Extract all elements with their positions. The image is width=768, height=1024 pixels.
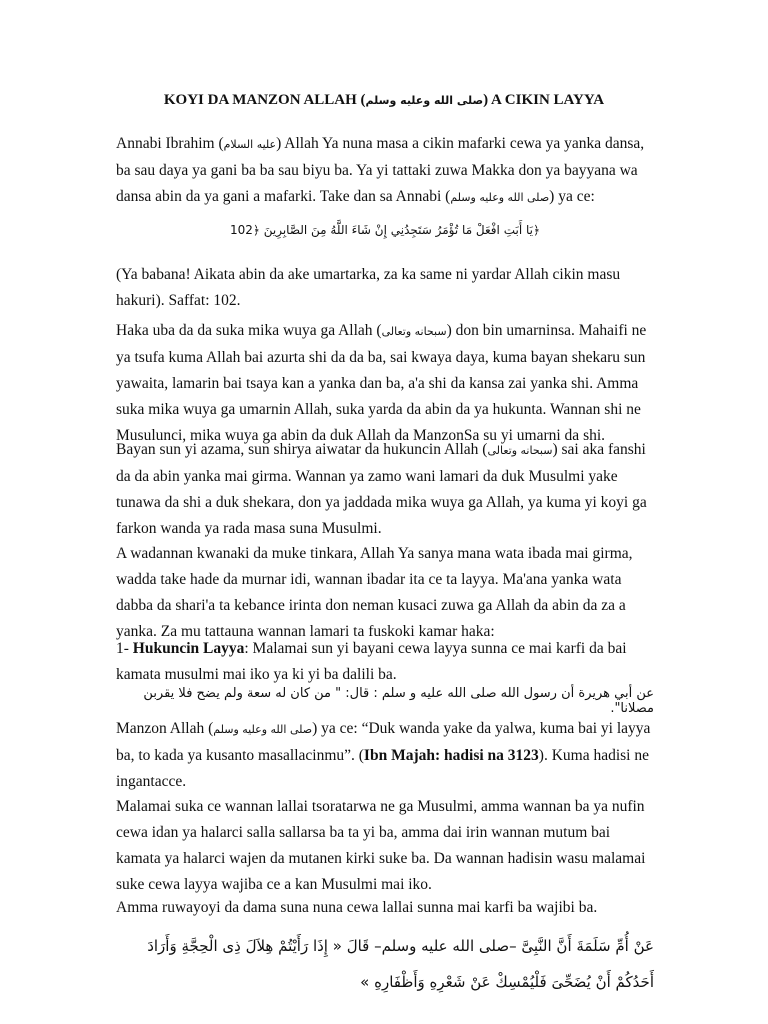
paragraph-hadith-translation: Manzon Allah (صلى الله وعليه وسلم) ya ce: “Duk wanda yake da yalwa, kuma bai yi layya ba, to kada ya kusanto masallacinmu”. (Ibn Majah: hadisi na 3123). Kuma hadisi ne ingantacce. xyxy=(116,720,651,790)
paragraph-hukuncin-layya: 1- Hukuncin Layya: Malamai sun yi bayani cewa layya sunna ce mai karfi da bai kamata musulmi mai iko ya ki yi ba dalili ba. xyxy=(116,640,627,683)
title-text-end: ) A CIKIN LAYYA xyxy=(483,92,605,108)
paragraph-scholars: Malamai suka ce wannan lallai tsoratarwa ne ga Musulmi, amma wannan ba ya nufin cewa idan ya halarci salla sallarsa ba ta yi ba, amma dai irin wannan mutum bai kamata ya halarci wajen da mutanen kirki suke ba. Da wannan hadisin wasu malamai suke cewa layya wajiba ce a kan Musulmi mai iko. xyxy=(116,798,646,893)
hadith-reference: Ibn Majah: hadisi na 3123 xyxy=(363,747,539,764)
hadith-arabic-umm-salamah: عَنْ أُمِّ سَلَمَةَ أَنَّ النَّبِىَّ –صلى الله عليه وسلم– قَالَ « إِذَا رَأَيْتُمْ هِلاَلَ ذِى الْحِجَّةِ وَأَرَادَ أَحَدُكُمْ أَنْ يُضَحِّىَ فَلْيُمْسِكْ عَنْ شَعْرِهِ وَأَظْفَارِهِ » xyxy=(147,937,654,991)
section-heading: Hukuncin Layya xyxy=(132,640,245,657)
title-text: KOYI DA MANZON ALLAH ( xyxy=(163,92,366,108)
arabic-honorific: عليه السلام xyxy=(223,138,277,151)
paragraph-translation: (Ya babana! Aikata abin da ake umartarka, za ka same ni yardar Allah cikin masu hakuri). Saffat: 102. xyxy=(116,266,621,309)
paragraph-submission: Haka uba da da suka mika wuya ga Allah (سبحانه وتعالى) don bin umarninsa. Mahaifi ne ya tsufa kuma Allah bai azurta shi da da ba, sai kwaya daya, kuma bayan shekaru sun yawaita, lamarin bai tsaya kan a yanka dan ba, a'a shi da kansa zai yanka shi. Amma suka mika wuya ga umarnin Allah, suka yarda da abin da ya hukunta. Wannan shi ne Musulunci, mika wuya ga abin da duk Allah da ManzonSa su yi umarni da shi. xyxy=(116,322,647,444)
paragraph-narrations: Amma ruwayoyi da dama suna nuna cewa lallai sunna mai karfi ba wajibi ba. xyxy=(116,899,598,916)
arabic-honorific: صلى الله وعليه وسلم xyxy=(213,723,313,736)
arabic-honorific: صلى الله وعليه وسلم xyxy=(450,191,550,204)
hadith-arabic: عن أبي هريرة أن رسول الله صلى الله عليه و سلم : قال: " من كان له سعة ولم يضح فلا يقربن مصلانا". xyxy=(143,686,654,716)
paragraph-ibrahim: Annabi Ibrahim (عليه السلام) Allah Ya nuna masa a cikin mafarki cewa ya yanka dansa, ba sau daya ya gani ba ba sau biyu ba. Ya yi tattaki zuwa Makka don ya bayyana wa dansa abin da ya gani a mafarki. Take dan sa Annabi (صلى الله وعليه وسلم) ya ce: xyxy=(116,135,645,205)
quran-verse: ﴿يَا أَبَتِ افْعَلْ مَا تُؤْمَرُ سَتَجِدُنِي إِنْ شَاءَ اللَّهُ مِنَ الصَّابِرِينَ ﴿102 xyxy=(229,223,540,237)
page-title xyxy=(0,92,768,109)
title-honorific-arabic: صلى الله وعليه وسلم xyxy=(365,94,484,107)
paragraph-ransom: Bayan sun yi azama, sun shirya aiwatar da hukuncin Allah (سبحانه وتعالى) sai aka fanshi da da abin yanka mai girma. Wannan ya zamo wani lamari da duk Musulmi yake tunawa da shi a duk shekara, don ya jaddada mika wuya ga Allah, ya kuma yi koyi ga farkon wanda ya rada masa suna Musulmi. xyxy=(116,441,647,537)
arabic-honorific: سبحانه وتعالى xyxy=(381,325,447,338)
arabic-honorific: سبحانه وتعالى xyxy=(487,444,553,457)
paragraph-layya-intro: A wadannan kwanaki da muke tinkara, Allah Ya sanya mana wata ibada mai girma, wadda take hade da murnar idi, wannan ibadar ita ce ta layya. Ma'ana yanka wata dabba da shari'a ta kebance irinta don neman kusaci zuwa ga Allah da abin da za a yanka. Za mu tattauna wannan lamari ta fuskoki kamar haka: xyxy=(116,545,633,640)
